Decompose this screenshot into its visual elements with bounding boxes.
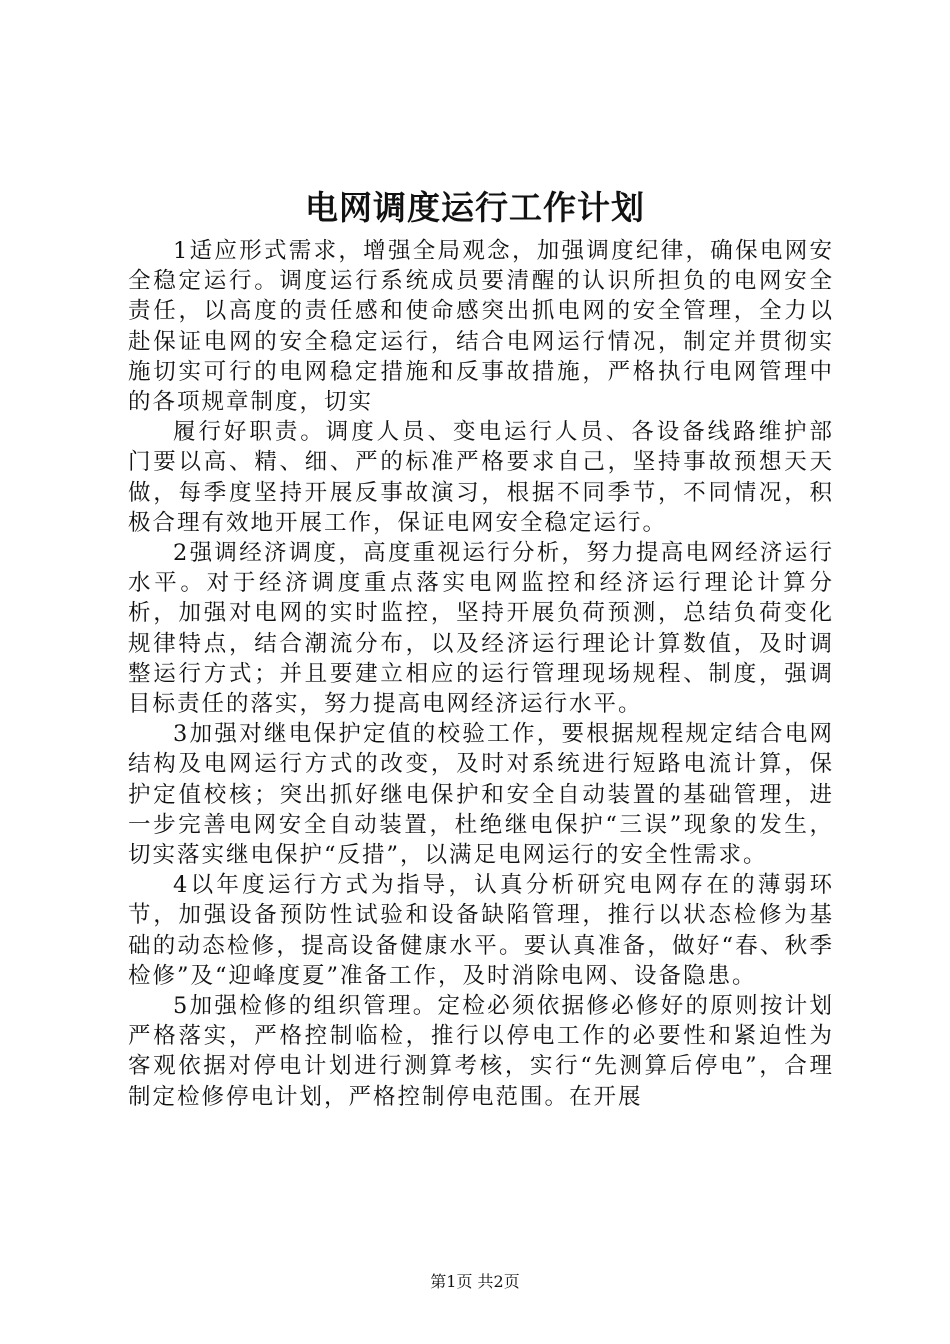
paragraph-2: 履行好职责。调度人员、变电运行人员、各设备线路维护部门要以高、精、细、严的标准严格要求自己，坚持事故预想天天做，每季度坚持开展反事故演习，根据不同季节，不同情况，积极合理有效地开展工作，保证电网安全稳定运行。	[128, 419, 834, 536]
document-title: 电网调度运行工作计划	[305, 188, 645, 227]
paragraph-3: 2强调经济调度，高度重视运行分析，努力提高电网经济运行水平。对于经济调度重点落实电网监控和经济运行理论计算分析，加强对电网的实时监控，坚持开展负荷预测，总结负荷变化规律特点，结合潮流分布，以及经济运行理论计算数值，及时调整运行方式；并且要建立相应的运行管理现场规程、制度，强调目标责任的落实，努力提高电网经济运行水平。	[128, 540, 834, 718]
page-footer: 第1页 共2页	[430, 1272, 520, 1291]
document-body	[128, 236, 834, 1112]
paragraph-6: 5加强检修的组织管理。定检必须依据修必修好的原则按计划严格落实，严格控制临检，推行以停电工作的必要性和紧迫性为客观依据对停电计划进行测算考核，实行“先测算后停电”，合理制定检修停电计划，严格控制停电范围。在开展	[128, 993, 834, 1110]
paragraph-4: 3加强对继电保护定值的校验工作，要根据规程规定结合电网结构及电网运行方式的改变，及时对系统进行短路电流计算，保护定值校核；突出抓好继电保护和安全自动装置的基础管理，进一步完善电网安全自动装置，杜绝继电保护“三误”现象的发生，切实落实继电保护“反措”，以满足电网运行的安全性需求。	[128, 721, 834, 869]
paragraph-5: 4以年度运行方式为指导，认真分析研究电网存在的薄弱环节，加强设备预防性试验和设备缺陷管理，推行以状态检修为基础的动态检修，提高设备健康水平。要认真准备，做好“春、秋季检修”及“迎峰度夏”准备工作，及时消除电网、设备隐患。	[128, 872, 834, 989]
paragraph-1: 1适应形式需求，增强全局观念，加强调度纪律，确保电网安全稳定运行。调度运行系统成员要清醒的认识所担负的电网安全责任，以高度的责任感和使命感突出抓电网的安全管理，全力以赴保证电网的安全稳定运行，结合电网运行情况，制定并贯彻实施切实可行的电网稳定措施和反事故措施，严格执行电网管理中的各项规章制度，切实	[128, 238, 834, 416]
